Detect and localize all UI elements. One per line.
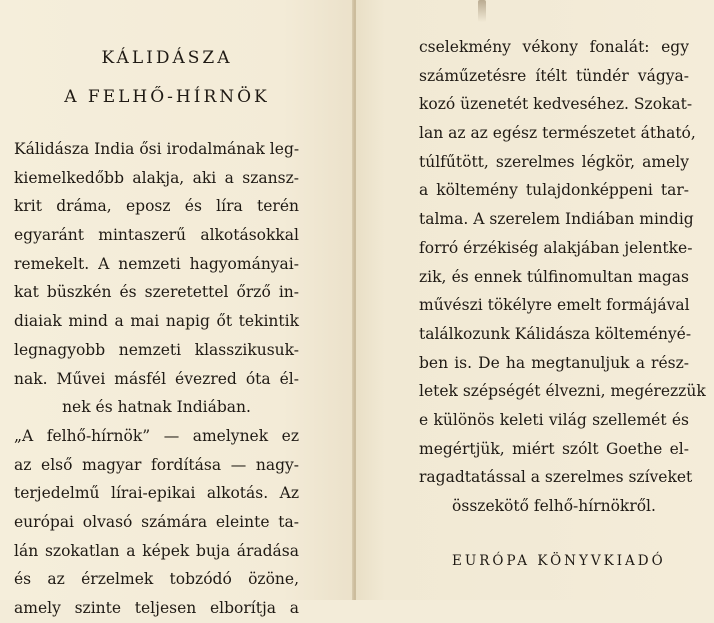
text-line: művészi tökélyre emelt formájával — [419, 296, 690, 315]
text-line: cselekmény vékony fonalát: egy — [419, 38, 689, 56]
text-line: egyaránt mintaszerű alkotásokkal — [14, 226, 299, 245]
right-page-body — [419, 33, 706, 521]
text-line: ben is. De ha megtanuljuk a rész- — [419, 353, 689, 372]
text-line: összekötő felhő-hírnökről. — [452, 497, 656, 515]
text-line: megértjük, miért szólt Goethe el- — [419, 439, 689, 458]
text-line: a költemény tulajdonképpeni tar- — [419, 181, 689, 200]
right-page — [356, 0, 714, 600]
text-line: kat büszkén és szeretettel őrző in- — [14, 283, 299, 302]
text-line: száműzetésre ítélt tündér vágya- — [419, 66, 689, 85]
author-heading: KÁLIDÁSZA — [101, 48, 233, 68]
text-line: európai olvasó számára eleinte ta- — [14, 512, 299, 531]
text-line: túlfűtött, szerelmes légkör, amely — [419, 152, 689, 171]
text-line: zik, és ennek túlfinomultan magas — [419, 267, 689, 286]
text-line: terjedelmű lírai-epikai alkotás. Az — [14, 484, 299, 503]
text-line: nak. Művei másfél évezred óta él- — [14, 369, 299, 388]
left-page-body — [14, 135, 299, 623]
text-line: lán szokatlan a képek buja áradása — [14, 541, 299, 560]
work-title-heading: A FELHŐ-HÍRNÖK — [64, 87, 270, 107]
publisher-imprint: EURÓPA KÖNYVKIADÓ — [452, 553, 666, 569]
text-line: nek és hatnak Indiában. — [62, 398, 251, 417]
text-line: Kálidásza India ősi irodalmának leg- — [14, 140, 300, 158]
text-line: amely szinte teljesen elborítja a — [14, 599, 299, 617]
text-line: találkozunk Kálidásza költeményé- — [419, 324, 692, 343]
text-line: e különös keleti világ szellemét és — [419, 410, 689, 429]
text-line: lan az az egész természetet átható, — [419, 124, 696, 143]
text-line: remekelt. A nemzeti hagyományai- — [14, 254, 299, 273]
text-line: talma. A szerelem Indiában mindig — [419, 210, 694, 229]
text-line: diaiak mind a mai napig őt tekintik — [14, 312, 299, 331]
text-line: az első magyar fordítása — nagy- — [14, 455, 299, 474]
left-page — [0, 0, 354, 617]
text-line: és az érzelmek tobzódó özöne, — [14, 570, 299, 589]
text-line: krit dráma, eposz és líra terén — [14, 197, 299, 216]
text-line: legnagyobb nemzeti klasszikusuk- — [14, 340, 299, 359]
text-line: kozó üzenetét kedveséhez. Szokat- — [419, 95, 693, 114]
text-line: letek szépségét élvezni, megérezzük — [419, 382, 706, 401]
page-smudge — [478, 0, 486, 22]
text-line: „A felhő-hírnök” — amelynek ez — [14, 426, 299, 445]
text-line: forró érzékiség alakjában jelentke- — [419, 238, 693, 257]
text-line: ragadtatással a szerelmes szíveket — [419, 468, 693, 487]
text-line: kiemelkedőbb alakja, aki a szansz- — [14, 168, 299, 187]
